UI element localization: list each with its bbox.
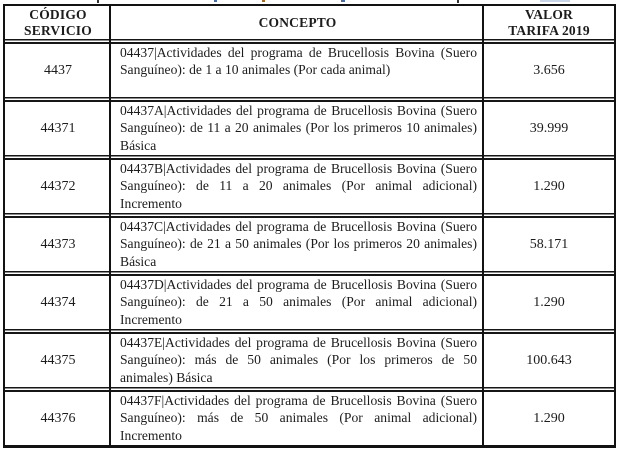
table-row	[5, 334, 614, 387]
column-divider-1	[109, 6, 111, 445]
table-row	[5, 44, 614, 97]
header-concepto-line1: CONCEPTO	[258, 14, 337, 30]
tariff-value: 1.290	[533, 410, 565, 426]
header-codigo-line1: CÓDIGO	[29, 6, 87, 22]
tariff-table	[3, 4, 616, 448]
table-row	[5, 102, 614, 155]
table-row	[5, 392, 614, 445]
concept-text: 04437|Actividades del programa de Brucellosis Bovina (Suero Sanguíneo): de 1 a 10 animales (Por cada animal)	[120, 45, 477, 78]
service-code: 44376	[40, 410, 76, 426]
table-row	[5, 160, 614, 213]
table-row	[5, 218, 614, 271]
table-header-row	[5, 6, 614, 39]
header-valor-line1: VALOR	[524, 6, 573, 22]
header-codigo-servicio	[5, 6, 111, 39]
concept-text: 04437F|Actividades del programa de Brucellosis Bovina (Suero Sanguíneo): más de 50 animales (Por animal adicional) Incremento	[120, 393, 477, 443]
tariff-value: 1.290	[533, 178, 565, 194]
tariff-value: 100.643	[526, 352, 572, 368]
header-valor-line2: TARIFA 2019	[508, 22, 590, 38]
service-code: 44372	[40, 178, 76, 194]
header-concepto	[111, 6, 484, 39]
tariff-value: 39.999	[529, 120, 569, 136]
concept-text: 04437A|Actividades del programa de Brucellosis Bovina (Suero Sanguíneo): de 11 a 20 animales (Por los primeros 10 animales) Básica	[120, 103, 477, 153]
service-code: 44374	[40, 294, 76, 310]
column-divider-2	[482, 6, 484, 445]
header-valor-tarifa	[484, 6, 614, 39]
tariff-value: 58.171	[529, 236, 569, 252]
service-code: 44373	[40, 236, 76, 252]
service-code: 44371	[40, 120, 76, 136]
tariff-value: 1.290	[533, 294, 565, 310]
tariff-value: 3.656	[533, 62, 565, 78]
concept-text: 04437D|Actividades del programa de Brucellosis Bovina (Suero Sanguíneo): de 21 a 50 animales (Por animal adicional) Incremento	[120, 277, 477, 327]
header-codigo-line2: SERVICIO	[24, 22, 92, 38]
concept-text: 04437B|Actividades del programa de Brucellosis Bovina (Suero Sanguíneo): de 11 a 20 animales (Por animal adicional) Incremento	[120, 161, 477, 211]
concept-text: 04437E|Actividades del programa de Brucellosis Bovina (Suero Sanguíneo): más de 50 animales (Por los primeros de 50 animales) Básica	[120, 335, 477, 385]
concept-text: 04437C|Actividades del programa de Brucellosis Bovina (Suero Sanguíneo): de 21 a 50 animales (Por los primeros 20 animales) Básica	[120, 219, 477, 269]
service-code: 44375	[40, 352, 76, 368]
service-code: 4437	[44, 62, 72, 78]
table-row	[5, 276, 614, 329]
